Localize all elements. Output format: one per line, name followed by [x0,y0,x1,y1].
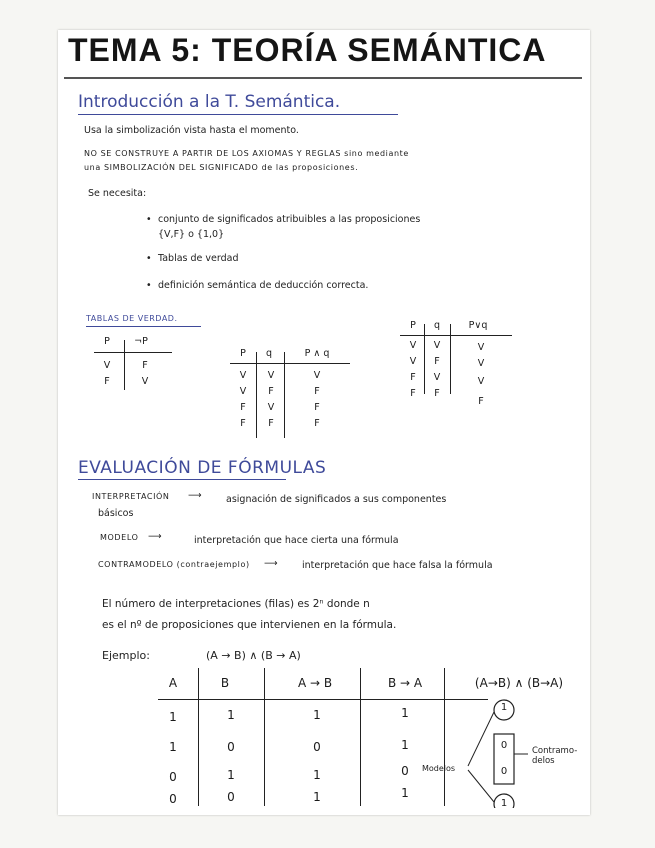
table-cell: V [409,340,417,351]
table-cell: 0 [169,792,177,806]
table-cell: 1 [313,790,321,804]
interpretation-count-line-2: es el nº de proposiciones que intervienen en la fórmula. [102,619,397,631]
truth-tables-heading: TABLAS DE VERDAD. [86,314,178,323]
model-term: MODELO [100,533,139,542]
table-header: ¬P [134,336,148,347]
table-cell: 0 [227,740,235,754]
table-cell: F [142,360,148,371]
truth-tables-underline [86,326,201,327]
notebook-page [58,30,590,815]
bullet-item: conjunto de significados atribuibles a las proposiciones [158,214,421,225]
model-definition: interpretación que hace cierta una fórmula [194,535,399,546]
conjunction-table [230,348,370,442]
table-cell: V [477,358,485,369]
table-cell: F [240,418,246,429]
table-cell: 0 [169,770,177,784]
result-cell: 0 [500,740,508,751]
intro-heading-underline [78,114,398,115]
interpretation-term: INTERPRETACIÓN [92,492,170,501]
table-vline [264,668,265,806]
table-cell: 1 [313,768,321,782]
table-cell: 0 [227,790,235,804]
table-header: P [240,348,246,359]
table-cell: 1 [401,706,409,720]
table-header: P [104,336,110,347]
table-vline [124,340,125,390]
table-header: P ∧ q [304,348,330,359]
table-header: q [433,320,441,331]
intro-line-3: una SIMBOLIZACIÓN DEL SIGNIFICADO de las proposiciones. [84,163,359,172]
table-cell: V [239,370,247,381]
table-header: B → A [387,676,423,690]
table-cell: 0 [401,764,409,778]
intro-heading: Introducción a la T. Semántica. [78,92,341,112]
table-cell: V [267,370,275,381]
table-cell: 1 [169,740,177,754]
table-cell: V [477,342,485,353]
bullet-mark: • [146,214,152,225]
table-cell: F [268,386,274,397]
example-table [148,668,588,808]
table-cell: V [477,376,485,387]
table-cell: F [314,386,320,397]
table-vline [450,324,451,394]
arrow-icon: ⟶ [148,531,162,542]
table-vline [284,352,285,438]
countermodel-definition: interpretación que hace falsa la fórmula [302,560,493,571]
bullet-item: Tablas de verdad [158,253,239,264]
interpretation-definition: asignación de significados a sus componentes [226,494,447,505]
countermodel-term: CONTRAMODELO (contraejemplo) [98,560,250,569]
bullet-item: definición semántica de deducción correcta. [158,280,369,291]
table-header: P∨q [468,320,488,331]
table-hline [94,352,172,353]
countermodels-label: Contramo- delos [532,746,578,766]
table-header: B [220,676,230,690]
table-cell: 1 [227,768,235,782]
table-cell: F [434,388,440,399]
table-hline [230,363,350,364]
table-cell: 1 [313,708,321,722]
table-cell: F [410,372,416,383]
table-cell: V [141,376,149,387]
model-connector [468,712,494,766]
table-cell: F [478,396,484,407]
table-cell: V [433,372,441,383]
bullet-mark: • [146,280,152,291]
arrow-icon: ⟶ [188,490,202,501]
table-cell: F [410,388,416,399]
table-cell: 1 [227,708,235,722]
table-cell: F [434,356,440,367]
table-vline [360,668,361,806]
intro-line-1: Usa la simbolización vista hasta el momento. [84,125,299,136]
table-header: A → B [297,676,333,690]
table-header: P [410,320,416,331]
table-cell: V [313,370,321,381]
table-header: (A→B) ∧ (B→A) [474,676,564,690]
table-cell: F [314,418,320,429]
table-vline [198,668,199,806]
page-title: TEMA 5: TEORÍA SEMÁNTICA [68,32,547,68]
table-cell: 1 [401,738,409,752]
table-hline [158,699,488,700]
bullet-mark: • [146,253,152,264]
result-cell: 0 [500,766,508,777]
table-cell: V [267,402,275,413]
table-vline [256,352,257,438]
table-cell: F [314,402,320,413]
evaluation-heading: EVALUACIÓN DE FÓRMULAS [78,458,327,478]
table-cell: 1 [401,786,409,800]
interpretation-count-line-1: El número de interpretaciones (filas) es 2ⁿ donde n [102,598,370,610]
example-label: Ejemplo: [102,649,150,662]
evaluation-heading-underline [78,479,286,480]
table-cell: V [103,360,111,371]
table-cell: F [104,376,110,387]
table-cell: V [239,386,247,397]
result-cell: 1 [500,702,508,713]
table-cell: F [240,402,246,413]
table-cell: V [409,356,417,367]
models-label: Modelos [422,764,456,773]
disjunction-table [400,320,520,412]
table-header: q [265,348,273,359]
table-cell: F [268,418,274,429]
table-cell: V [433,340,441,351]
table-cell: 0 [313,740,321,754]
bullet-item-sub: {V,F} o {1,0} [158,229,225,240]
intro-line-4: Se necesita: [88,188,147,199]
title-underline [64,77,582,79]
arrow-icon: ⟶ [264,558,278,569]
example-formula: (A → B) ∧ (B → A) [206,649,301,662]
negation-table [94,336,184,396]
table-cell: 1 [169,710,177,724]
intro-line-2: NO SE CONSTRUYE A PARTIR DE LOS AXIOMAS Y REGLAS sino mediante [84,149,409,158]
result-cell: 1 [500,798,508,809]
table-header: A [168,676,178,690]
interpretation-definition-cont: básicos [98,508,134,519]
table-hline [400,335,512,336]
